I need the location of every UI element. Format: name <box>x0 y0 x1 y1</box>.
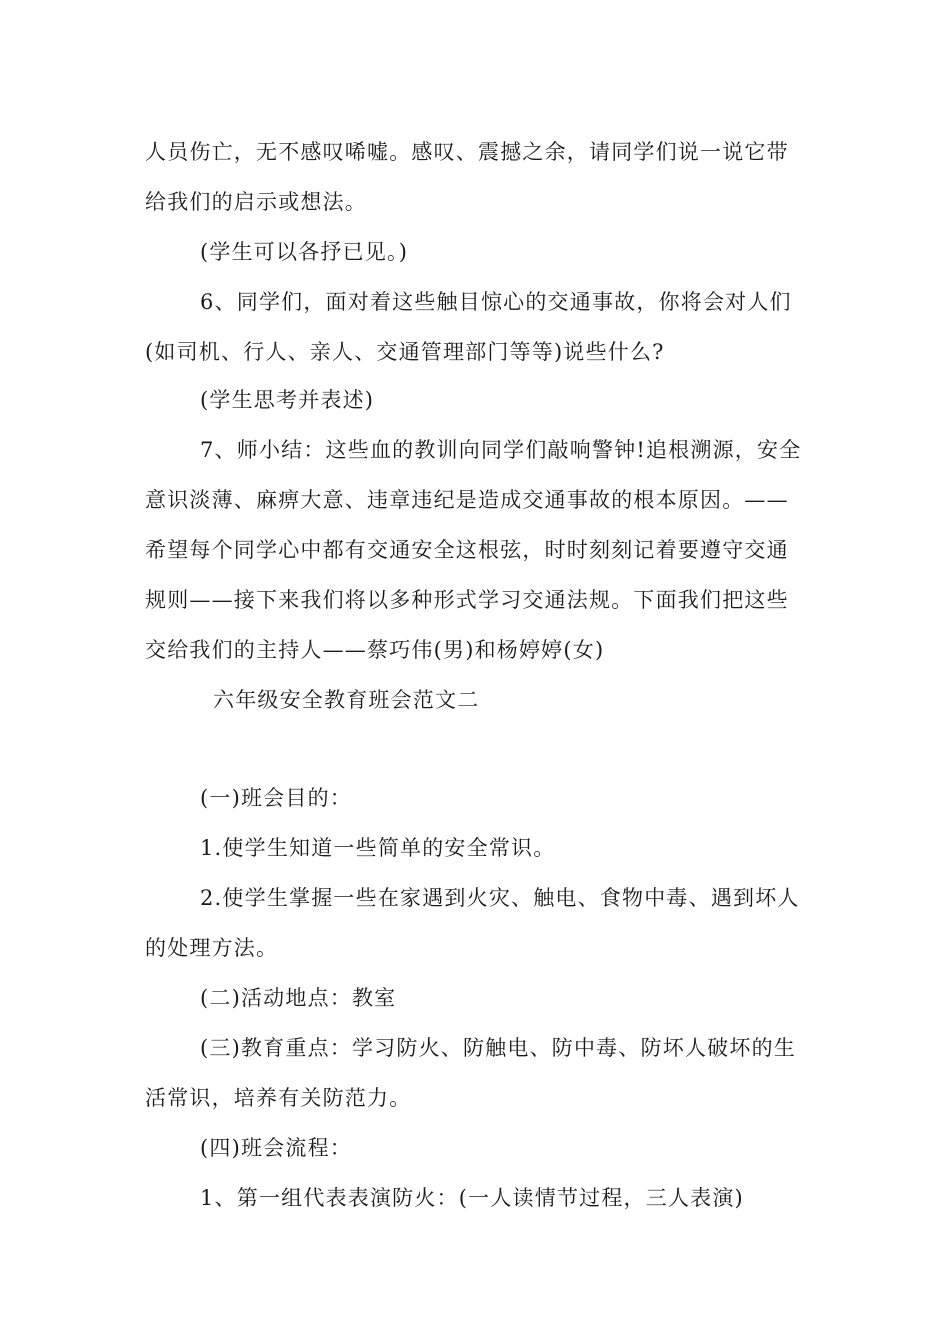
text-line: 意识淡薄、麻痹大意、违章违纪是造成交通事故的根本原因。—— <box>145 488 789 512</box>
text-line: 的处理方法。 <box>145 936 279 960</box>
text-line: 给我们的启示或想法。 <box>145 190 367 214</box>
text-line: 2.使学生掌握一些在家遇到火灾、触电、食物中毒、遇到坏人 <box>200 886 800 910</box>
text-line: (三)教育重点：学习防火、防触电、防中毒、防坏人破坏的生 <box>200 1036 796 1060</box>
text-line: 交给我们的主持人——蔡巧伟(男)和杨婷婷(女) <box>145 638 605 662</box>
text-line: (如司机、行人、亲人、交通管理部门等等)说些什么? <box>145 340 665 364</box>
text-line: 活常识，培养有关防范力。 <box>145 1086 412 1110</box>
text-line: (学生思考并表述) <box>200 388 375 412</box>
text-line: (四)班会流程： <box>200 1136 352 1160</box>
text-line: 希望每个同学心中都有交通安全这根弦，时时刻刻记着要遵守交通 <box>145 538 789 562</box>
text-line: 规则——接下来我们将以多种形式学习交通法规。下面我们把这些 <box>145 588 789 612</box>
text-line: (一)班会目的： <box>200 786 352 810</box>
text-line: 1、第一组代表表演防火：(一人读情节过程，三人表演) <box>200 1186 744 1210</box>
text-line: (学生可以各抒已见。) <box>200 240 409 264</box>
text-line: 1.使学生知道一些简单的安全常识。 <box>200 836 556 860</box>
text-line: 7、师小结：这些血的教训向同学们敲响警钟!追根溯源，安全 <box>200 438 802 462</box>
text-line: 人员伤亡，无不感叹唏嘘。感叹、震撼之余，请同学们说一说它带 <box>145 140 789 164</box>
section-title: 六年级安全教育班会范文二 <box>213 688 480 712</box>
text-line: 6、同学们，面对着这些触目惊心的交通事故，你将会对人们 <box>200 290 792 314</box>
text-line: (二)活动地点：教室 <box>200 986 397 1010</box>
